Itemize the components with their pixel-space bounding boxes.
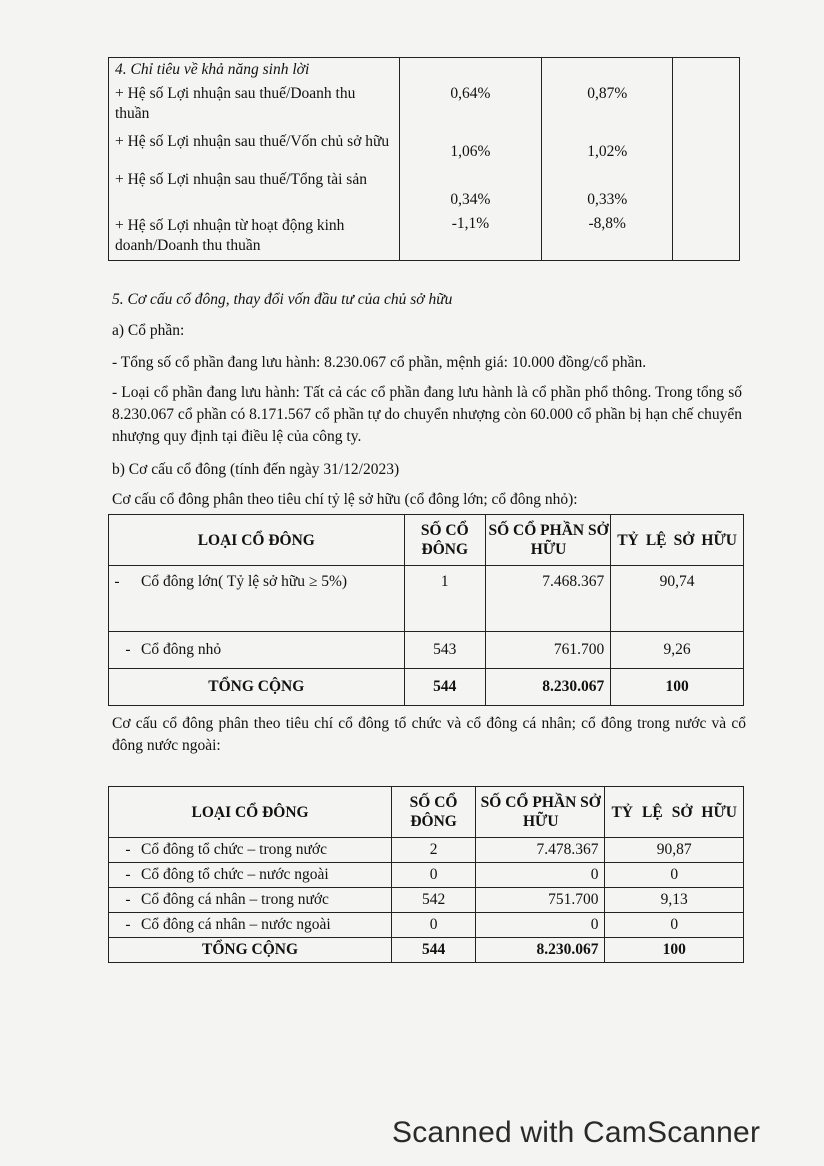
row-dash: - [125,866,131,883]
ratio-label: + Hệ số Lợi nhuận sau thuế/Tổng tài sản [109,164,400,212]
total-count: 544 [404,669,485,706]
header-shareholder-type: LOẠI CỔ ĐÔNG [109,515,405,566]
row-label: Cổ đông tổ chức – trong nước [141,841,327,858]
header-shares-owned: SỐ CỔ PHẦN SỞ HỮU [485,515,610,566]
profitability-ratios-table [108,57,740,261]
table-row [109,888,744,913]
row-ratio: 0 [605,913,744,938]
table-header-row [109,515,744,566]
ratio-value-year1: 1,06% [399,126,542,164]
row-shares: 0 [476,863,605,888]
row-count: 0 [392,863,476,888]
total-shares: 8.230.067 [485,669,610,706]
table-row [109,632,744,669]
row-count: 0 [392,913,476,938]
row-shares: 7.468.367 [485,566,610,632]
total-shares: 8.230.067 [476,938,605,963]
row-dash: - [125,641,131,658]
table-row [109,838,744,863]
table2-intro: Cơ cấu cổ đông phân theo tiêu chí cổ đông tổ chức và cổ đông cá nhân; cổ đông trong nước và cổ đông nước ngoài: [112,715,746,754]
shareholder-structure-subheading: b) Cơ cấu cổ đông (tính đến ngày 31/12/2023) [112,461,400,478]
share-type-text: - Loại cổ phần đang lưu hành: Tất cả các cổ phần đang lưu hành là cổ phần phổ thông. Trong tổng số 8.230.067 cổ phần có 8.171.567 cổ phần tự do chuyển nhượng còn 60.000 cổ phần bị hạn chế chuyển nhượng quy định tại điều lệ của công ty. [112,384,742,445]
header-shares-owned: SỐ CỔ PHẦN SỞ HỮU [476,787,605,838]
row-shares: 761.700 [485,632,610,669]
total-shares-text: - Tổng số cổ phần đang lưu hành: 8.230.067 cổ phần, mệnh giá: 10.000 đồng/cổ phần. [112,354,647,371]
table-row [109,913,744,938]
ratio-value-year2: -8,8% [542,212,673,261]
table1-intro: Cơ cấu cổ đông phân theo tiêu chí tỷ lệ sở hữu (cổ đông lớn; cổ đông nhỏ): [112,491,578,508]
ratio-label: + Hệ số Lợi nhuận sau thuế/Doanh thu thuần [109,82,400,126]
total-label: TỔNG CỘNG [109,669,405,706]
row-label: Cổ đông lớn( Tỷ lệ sở hữu ≥ 5%) [141,573,348,590]
row-ratio: 9,26 [611,632,744,669]
ratios-heading-row [109,58,740,83]
row-label: Cổ đông nhỏ [141,641,222,658]
ratio-value-year1: -1,1% [399,212,542,261]
row-label: Cổ đông cá nhân – nước ngoài [141,916,331,933]
row-count: 542 [392,888,476,913]
ratio-value-year1: 0,34% [399,164,542,212]
table-row [109,566,744,632]
ratio-label: + Hệ số Lợi nhuận từ hoạt động kinh doanh/Doanh thu thuần [109,212,400,261]
row-dash: - [125,916,131,933]
header-ownership-ratio: TỶ LỆ SỞ HỮU [611,515,744,566]
row-count: 543 [404,632,485,669]
row-shares: 751.700 [476,888,605,913]
row-label: Cổ đông cá nhân – trong nước [141,891,329,908]
row-ratio: 9,13 [605,888,744,913]
table-row [109,863,744,888]
total-ratio: 100 [611,669,744,706]
ratio-value-year2: 0,87% [542,82,673,126]
row-label: Cổ đông tổ chức – nước ngoài [141,866,329,883]
row-dash: - [114,573,120,590]
ratios-heading: 4. Chỉ tiêu về khả năng sinh lời [109,58,400,83]
ratio-row [109,212,740,261]
header-shareholder-type: LOẠI CỔ ĐÔNG [109,787,392,838]
row-ratio: 90,74 [611,566,744,632]
shares-subheading: a) Cổ phần: [112,322,185,339]
total-ratio: 100 [605,938,744,963]
shareholder-size-table [108,514,744,706]
table-total-row [109,669,744,706]
ratio-value-year2: 1,02% [542,126,673,164]
ratio-row [109,164,740,212]
row-shares: 0 [476,913,605,938]
ratio-value-year2: 0,33% [542,164,673,212]
row-count: 2 [392,838,476,863]
header-shareholder-count: SỐ CỔ ĐÔNG [404,515,485,566]
row-shares: 7.478.367 [476,838,605,863]
camscanner-watermark: Scanned with CamScanner [392,1116,761,1149]
row-ratio: 0 [605,863,744,888]
shareholder-origin-table [108,786,744,963]
ratio-value-year1: 0,64% [399,82,542,126]
total-count: 544 [392,938,476,963]
row-dash: - [125,841,131,858]
table-total-row [109,938,744,963]
header-shareholder-count: SỐ CỔ ĐÔNG [392,787,476,838]
row-ratio: 90,87 [605,838,744,863]
row-count: 1 [404,566,485,632]
row-dash: - [125,891,131,908]
ratio-label: + Hệ số Lợi nhuận sau thuế/Vốn chủ sở hữu [109,126,400,164]
ratio-row [109,82,740,126]
header-ownership-ratio: TỶ LỆ SỞ HỮU [605,787,744,838]
table-header-row [109,787,744,838]
section5-heading: 5. Cơ cấu cổ đông, thay đổi vốn đầu tư của chủ sở hữu [112,291,453,308]
ratio-row [109,126,740,164]
total-label: TỔNG CỘNG [109,938,392,963]
